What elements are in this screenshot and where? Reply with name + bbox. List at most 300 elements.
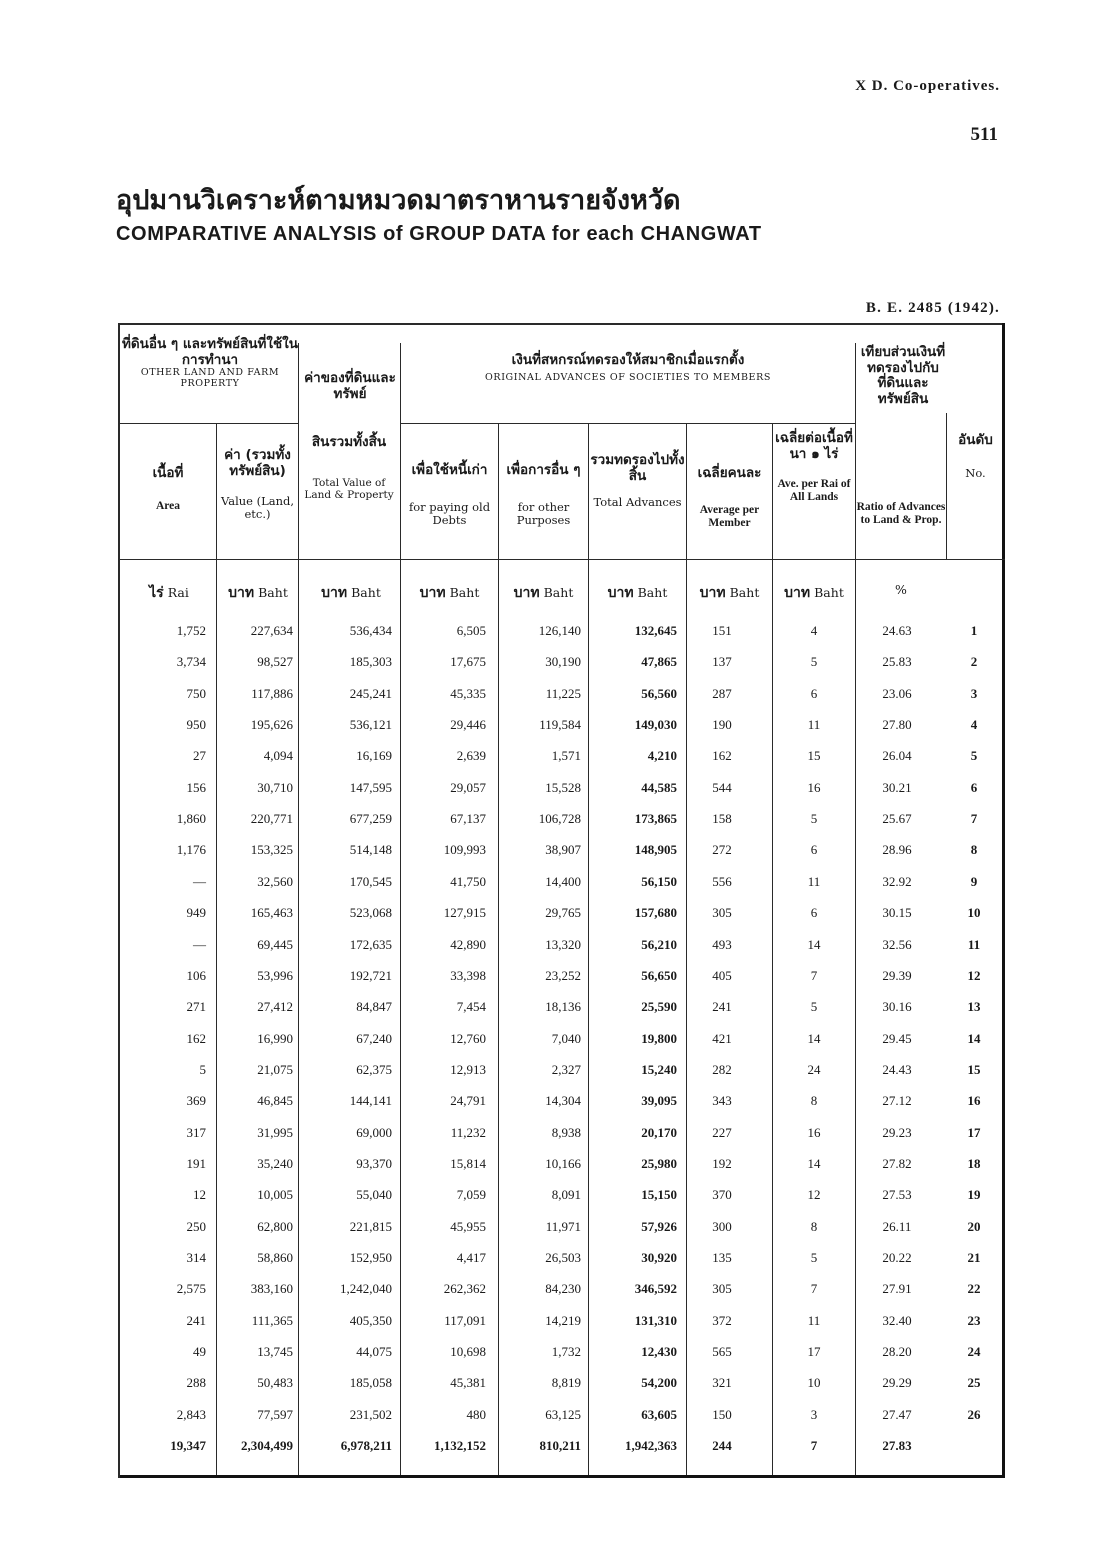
cell-average-rai: 4 xyxy=(810,623,818,638)
cell-total-value: 536,434 xyxy=(349,623,392,638)
table-row xyxy=(118,623,1005,653)
cell-area: 49 xyxy=(193,1344,206,1360)
cell-number: 10 xyxy=(967,905,981,921)
cell-average-rai: 14 xyxy=(807,1155,821,1171)
cell-total-advances: 56,150 xyxy=(641,873,677,889)
cell-average-member: 158 xyxy=(712,811,732,827)
cell-value: 165,463 xyxy=(250,905,293,921)
cell-total-value: 84,847 xyxy=(356,999,392,1015)
cell-old-debts: 42,890 xyxy=(450,936,486,952)
cell-other-purposes: 14,219 xyxy=(545,1312,581,1328)
cell-average-rai: 7 xyxy=(810,1281,818,1297)
total-total-advances: 1,942,363 xyxy=(625,1438,677,1453)
cell-total-advances: 131,310 xyxy=(634,1312,677,1328)
header-original-advances: เงินที่สหกรณ์ทดรองให้สมาชิกเมื่อแรกตั้ง ORIGINAL ADVANCES OF SOCIETIES TO MEMBERS xyxy=(485,352,771,383)
column-header-total-advances: รวมทดรองไปทั้งสิ้น Total Advances xyxy=(590,452,685,510)
cell-total-value: 44,075 xyxy=(356,1344,392,1360)
cell-area: 2,843 xyxy=(176,1406,206,1422)
section-reference: X D. Co-operatives. xyxy=(855,78,1000,94)
cell-total-advances: 56,210 xyxy=(641,936,677,952)
column-rule xyxy=(946,413,947,560)
unit-baht: บาท Baht xyxy=(607,585,668,601)
table-row xyxy=(118,1219,1005,1249)
header-rule-other-land xyxy=(118,423,298,424)
cell-old-debts: 29,057 xyxy=(450,779,486,795)
cell-ratio: 32.56 xyxy=(882,936,912,952)
cell-average-member: 227 xyxy=(712,1124,732,1140)
cell-average-member: 150 xyxy=(712,1406,732,1422)
total-old-debts: 1,132,152 xyxy=(434,1438,486,1453)
cell-average-member: 137 xyxy=(712,654,732,670)
unit-baht: บาท Baht xyxy=(699,585,760,601)
cell-average-member: 556 xyxy=(712,873,732,889)
cell-area: 288 xyxy=(186,1375,206,1391)
cell-average-rai: 6 xyxy=(810,905,818,921)
cell-total-advances: 57,926 xyxy=(641,1218,677,1234)
cell-number: 2 xyxy=(970,654,978,670)
cell-other-purposes: 26,503 xyxy=(545,1250,581,1265)
cell-average-rai: 5 xyxy=(810,999,818,1015)
cell-average-member: 343 xyxy=(712,1093,732,1109)
cell-average-rai: 5 xyxy=(810,811,818,827)
cell-old-debts: 480 xyxy=(466,1406,486,1422)
table-row xyxy=(118,1375,1005,1405)
cell-total-value: 170,545 xyxy=(349,873,392,889)
cell-total-advances: 56,650 xyxy=(641,967,677,983)
cell-old-debts: 17,675 xyxy=(450,654,486,670)
cell-number: 9 xyxy=(970,873,978,889)
cell-total-value: 536,121 xyxy=(349,717,392,733)
cell-value: 35,240 xyxy=(257,1155,293,1171)
cell-total-advances: 346,592 xyxy=(634,1281,677,1297)
cell-value: 227,634 xyxy=(250,623,293,638)
cell-area: 1,860 xyxy=(176,811,206,827)
cell-other-purposes: 29,765 xyxy=(545,905,581,921)
cell-value: 58,860 xyxy=(257,1250,293,1265)
cell-ratio: 29.23 xyxy=(882,1124,912,1140)
cell-other-purposes: 7,040 xyxy=(551,1030,581,1046)
cell-other-purposes: 18,136 xyxy=(545,999,581,1015)
cell-number: 25 xyxy=(967,1375,981,1391)
cell-total-advances: 20,170 xyxy=(641,1124,677,1140)
cell-average-rai: 6 xyxy=(810,685,818,701)
cell-number: 14 xyxy=(967,1030,981,1046)
cell-value: 383,160 xyxy=(250,1281,293,1297)
cell-old-debts: 45,381 xyxy=(450,1375,486,1391)
cell-value: 53,996 xyxy=(257,967,293,983)
cell-old-debts: 2,639 xyxy=(456,748,486,764)
table-row xyxy=(118,1125,1005,1155)
cell-area: 191 xyxy=(186,1155,206,1171)
table-row xyxy=(118,1344,1005,1374)
cell-other-purposes: 106,728 xyxy=(538,811,581,827)
table-row xyxy=(118,717,1005,747)
cell-other-purposes: 63,125 xyxy=(545,1406,581,1422)
column-header-average-rai: เฉลี่ยต่อเนื้อที่นา ๑ ไร่ Ave. per Rai of All Lands xyxy=(775,430,853,504)
cell-old-debts: 15,814 xyxy=(450,1155,486,1171)
table-row xyxy=(118,905,1005,935)
table-row xyxy=(118,811,1005,841)
table-row xyxy=(118,999,1005,1029)
cell-other-purposes: 8,091 xyxy=(551,1187,581,1203)
cell-ratio: 29.45 xyxy=(882,1030,912,1046)
cell-total-value: 221,815 xyxy=(349,1218,392,1234)
cell-ratio: 28.96 xyxy=(882,842,912,858)
table-row xyxy=(118,1281,1005,1311)
cell-area: — xyxy=(193,936,206,952)
cell-average-member: 190 xyxy=(712,717,732,733)
cell-area: 5 xyxy=(199,1061,206,1077)
cell-total-advances: 44,585 xyxy=(641,779,677,795)
cell-total-value: 185,303 xyxy=(349,654,392,670)
table-row xyxy=(118,1031,1005,1061)
cell-average-rai: 5 xyxy=(810,1250,818,1265)
cell-old-debts: 29,446 xyxy=(450,717,486,733)
cell-other-purposes: 23,252 xyxy=(545,967,581,983)
cell-total-value: 152,950 xyxy=(349,1250,392,1265)
table-row xyxy=(118,654,1005,684)
cell-area: 314 xyxy=(186,1250,206,1265)
cell-total-advances: 148,905 xyxy=(634,842,677,858)
cell-other-purposes: 2,327 xyxy=(551,1061,581,1077)
cell-ratio: 29.39 xyxy=(882,967,912,983)
cell-old-debts: 24,791 xyxy=(450,1093,486,1109)
column-header-total-value: สินรวมทั้งสิ้น Total Value of Land & Property xyxy=(304,434,394,501)
cell-total-advances: 25,590 xyxy=(641,999,677,1015)
cell-ratio: 32.40 xyxy=(882,1312,912,1328)
cell-value: 111,365 xyxy=(251,1312,293,1328)
cell-average-member: 162 xyxy=(712,748,732,764)
column-header-area: เนื้อที่ Area xyxy=(152,465,184,512)
cell-total-value: 16,169 xyxy=(356,748,392,764)
table-row xyxy=(118,1313,1005,1343)
cell-area: — xyxy=(193,873,206,889)
cell-average-rai: 16 xyxy=(807,779,821,795)
cell-value: 46,845 xyxy=(257,1093,293,1109)
cell-average-member: 272 xyxy=(712,842,732,858)
cell-number: 22 xyxy=(967,1281,981,1297)
cell-area: 162 xyxy=(186,1030,206,1046)
cell-average-member: 421 xyxy=(712,1030,732,1046)
cell-area: 12 xyxy=(193,1187,206,1203)
unit-baht: บาท Baht xyxy=(321,585,381,601)
cell-number: 20 xyxy=(967,1218,981,1234)
cell-old-debts: 7,059 xyxy=(456,1187,486,1203)
cell-area: 750 xyxy=(186,685,206,701)
column-header-ratio: Ratio of Advances to Land & Prop. xyxy=(856,501,946,527)
cell-value: 31,995 xyxy=(257,1124,293,1140)
cell-total-value: 62,375 xyxy=(356,1061,392,1077)
cell-average-rai: 15 xyxy=(807,748,821,764)
table-row xyxy=(118,1062,1005,1092)
table-row xyxy=(118,874,1005,904)
cell-total-advances: 56,560 xyxy=(641,685,677,701)
table-row xyxy=(118,968,1005,998)
cell-value: 50,483 xyxy=(257,1375,293,1391)
cell-total-value: 55,040 xyxy=(356,1187,392,1203)
cell-number: 1 xyxy=(970,623,978,638)
cell-total-value: 1,242,040 xyxy=(340,1281,392,1297)
cell-average-member: 135 xyxy=(712,1250,732,1265)
cell-value: 77,597 xyxy=(257,1406,293,1422)
unit-baht: บาท Baht xyxy=(513,585,574,601)
cell-number: 24 xyxy=(967,1344,981,1360)
cell-ratio: 30.16 xyxy=(882,999,912,1015)
cell-total-value: 231,502 xyxy=(349,1406,392,1422)
cell-other-purposes: 11,225 xyxy=(545,685,581,701)
cell-average-rai: 8 xyxy=(810,1218,818,1234)
title-english: COMPARATIVE ANALYSIS of GROUP DATA for each CHANGWAT xyxy=(116,223,762,245)
cell-ratio: 30.21 xyxy=(882,779,912,795)
cell-ratio: 27.80 xyxy=(882,717,912,733)
cell-value: 21,075 xyxy=(257,1061,293,1077)
cell-number: 5 xyxy=(970,748,978,764)
cell-value: 32,560 xyxy=(257,873,293,889)
unit-baht: บาท Baht xyxy=(228,585,288,601)
cell-average-member: 282 xyxy=(712,1061,732,1077)
cell-old-debts: 109,993 xyxy=(443,842,486,858)
frame-bottom-line xyxy=(118,1475,1005,1478)
cell-average-member: 151 xyxy=(712,623,732,638)
cell-total-value: 405,350 xyxy=(349,1312,392,1328)
column-header-value: ค่า (รวมทั้งทรัพย์สิน) Value (Land, etc.) xyxy=(220,447,295,522)
cell-total-advances: 15,240 xyxy=(641,1061,677,1077)
cell-other-purposes: 14,304 xyxy=(545,1093,581,1109)
cell-other-purposes: 1,571 xyxy=(551,748,581,764)
cell-old-debts: 7,454 xyxy=(456,999,486,1015)
cell-old-debts: 117,091 xyxy=(444,1312,486,1328)
cell-old-debts: 10,698 xyxy=(450,1344,486,1360)
cell-total-advances: 157,680 xyxy=(634,905,677,921)
cell-number: 21 xyxy=(967,1250,981,1265)
cell-average-rai: 11 xyxy=(807,717,821,733)
cell-average-rai: 11 xyxy=(807,1312,821,1328)
cell-ratio: 27.12 xyxy=(882,1093,912,1109)
cell-old-debts: 12,913 xyxy=(450,1061,486,1077)
cell-ratio: 25.67 xyxy=(882,811,912,827)
cell-other-purposes: 11,971 xyxy=(545,1218,581,1234)
cell-old-debts: 67,137 xyxy=(450,811,486,827)
cell-ratio: 20.22 xyxy=(882,1250,912,1265)
column-header-other-purposes: เพื่อการอื่น ๆ for other Purposes xyxy=(506,462,581,527)
header-number-thai: อันดับ xyxy=(958,432,993,448)
cell-value: 4,094 xyxy=(263,748,293,764)
cell-other-purposes: 38,907 xyxy=(545,842,581,858)
cell-area: 950 xyxy=(186,717,206,733)
cell-old-debts: 127,915 xyxy=(443,905,486,921)
cell-number: 4 xyxy=(970,717,978,733)
cell-value: 195,626 xyxy=(250,717,293,733)
cell-average-member: 300 xyxy=(712,1218,732,1234)
cell-average-member: 405 xyxy=(712,967,732,983)
cell-other-purposes: 84,230 xyxy=(545,1281,581,1297)
cell-average-rai: 10 xyxy=(807,1375,821,1391)
cell-number: 6 xyxy=(970,779,978,795)
cell-other-purposes: 15,528 xyxy=(545,779,581,795)
cell-ratio: 26.11 xyxy=(882,1218,912,1234)
cell-total-advances: 19,800 xyxy=(641,1030,677,1046)
cell-value: 16,990 xyxy=(257,1030,293,1046)
cell-ratio: 30.15 xyxy=(882,905,912,921)
cell-average-member: 370 xyxy=(712,1187,732,1203)
cell-total-advances: 12,430 xyxy=(641,1344,677,1360)
cell-value: 153,325 xyxy=(250,842,293,858)
cell-area: 1,176 xyxy=(176,842,206,858)
header-rule-bottom xyxy=(118,559,1005,560)
cell-number: 17 xyxy=(967,1124,981,1140)
cell-area: 156 xyxy=(186,779,206,795)
table-row xyxy=(118,1093,1005,1123)
cell-old-debts: 12,760 xyxy=(450,1030,486,1046)
cell-other-purposes: 119,584 xyxy=(539,717,581,733)
cell-other-purposes: 126,140 xyxy=(538,623,581,638)
table-row xyxy=(118,1250,1005,1280)
cell-other-purposes: 8,819 xyxy=(551,1375,581,1391)
cell-average-member: 372 xyxy=(712,1312,732,1328)
cell-old-debts: 4,417 xyxy=(456,1250,486,1265)
cell-average-member: 321 xyxy=(712,1375,732,1391)
cell-ratio: 27.91 xyxy=(882,1281,912,1297)
table-row xyxy=(118,842,1005,872)
cell-ratio: 27.53 xyxy=(882,1187,912,1203)
cell-area: 2,575 xyxy=(176,1281,206,1297)
total-average-member: 244 xyxy=(712,1438,732,1453)
cell-value: 69,445 xyxy=(257,936,293,952)
cell-average-rai: 12 xyxy=(807,1187,821,1203)
cell-area: 369 xyxy=(186,1093,206,1109)
cell-old-debts: 262,362 xyxy=(443,1281,486,1297)
cell-other-purposes: 10,166 xyxy=(545,1155,581,1171)
cell-area: 949 xyxy=(186,905,206,921)
cell-ratio: 32.92 xyxy=(882,873,912,889)
cell-area: 271 xyxy=(186,999,206,1015)
cell-total-advances: 30,920 xyxy=(641,1250,677,1265)
total-other-purposes: 810,211 xyxy=(539,1438,581,1453)
cell-old-debts: 11,232 xyxy=(450,1124,486,1140)
frame-top-line xyxy=(118,323,1005,325)
cell-ratio: 28.20 xyxy=(882,1344,912,1360)
cell-total-advances: 54,200 xyxy=(641,1375,677,1391)
cell-ratio: 24.63 xyxy=(882,623,912,638)
cell-average-member: 305 xyxy=(712,1281,732,1297)
cell-average-rai: 8 xyxy=(810,1093,818,1109)
table-row xyxy=(118,937,1005,967)
cell-ratio: 27.82 xyxy=(882,1155,912,1171)
column-header-number: No. xyxy=(965,466,986,480)
cell-value: 62,800 xyxy=(257,1218,293,1234)
cell-area: 3,734 xyxy=(176,654,206,670)
cell-value: 13,745 xyxy=(257,1344,293,1360)
cell-total-advances: 4,210 xyxy=(647,748,677,764)
table-row xyxy=(118,1187,1005,1217)
cell-area: 317 xyxy=(186,1124,206,1140)
header-rule-advances xyxy=(400,423,855,424)
cell-total-advances: 63,605 xyxy=(641,1406,677,1422)
cell-total-advances: 15,150 xyxy=(641,1187,677,1203)
total-value: 2,304,499 xyxy=(241,1438,293,1453)
cell-total-advances: 39,095 xyxy=(641,1093,677,1109)
unit-baht: บาท Baht xyxy=(419,585,480,601)
cell-total-advances: 25,980 xyxy=(641,1155,677,1171)
column-header-old-debts: เพื่อใช้หนี้เก่า for paying old Debts xyxy=(408,462,491,527)
cell-number: 7 xyxy=(970,811,978,827)
cell-other-purposes: 30,190 xyxy=(545,654,581,670)
header-other-land: ที่ดินอื่น ๆ และทรัพย์สินที่ใช้ในการทำนา OTHER LAND AND FARM PROPERTY xyxy=(122,336,299,389)
table-row xyxy=(118,780,1005,810)
title-thai: อุปมานวิเคราะห์ตามหมวดมาตราหานรายจังหวัด xyxy=(116,185,681,216)
cell-value: 27,412 xyxy=(257,999,293,1015)
cell-average-rai: 5 xyxy=(810,654,818,670)
cell-ratio: 24.43 xyxy=(882,1061,912,1077)
cell-other-purposes: 14,400 xyxy=(545,873,581,889)
cell-total-advances: 173,865 xyxy=(634,811,677,827)
cell-area: 106 xyxy=(186,967,206,983)
cell-total-value: 93,370 xyxy=(356,1155,392,1171)
cell-total-value: 245,241 xyxy=(349,685,392,701)
page-number: 511 xyxy=(970,124,998,145)
cell-number: 12 xyxy=(967,967,981,983)
cell-ratio: 25.83 xyxy=(882,654,912,670)
cell-area: 250 xyxy=(186,1218,206,1234)
cell-area: 1,752 xyxy=(176,623,206,638)
cell-total-value: 523,068 xyxy=(349,905,392,921)
cell-total-value: 147,595 xyxy=(349,779,392,795)
cell-ratio: 29.29 xyxy=(882,1375,912,1391)
cell-average-rai: 14 xyxy=(807,936,821,952)
cell-total-advances: 149,030 xyxy=(634,717,677,733)
cell-total-value: 69,000 xyxy=(356,1124,392,1140)
cell-ratio: 26.04 xyxy=(882,748,912,764)
header-ratio-thai: เทียบส่วนเงินที่ทดรองไปกับที่ดินและทรัพย์สิน xyxy=(860,344,946,407)
cell-old-debts: 33,398 xyxy=(450,967,486,983)
cell-average-member: 544 xyxy=(712,779,732,795)
cell-total-advances: 47,865 xyxy=(641,654,677,670)
cell-value: 10,005 xyxy=(257,1187,293,1203)
cell-old-debts: 45,955 xyxy=(450,1218,486,1234)
unit-percent: % xyxy=(895,582,907,597)
total-total-value: 6,978,211 xyxy=(340,1438,392,1453)
table-row xyxy=(118,686,1005,716)
total-ratio: 27.83 xyxy=(882,1438,912,1453)
table-row xyxy=(118,748,1005,778)
cell-average-rai: 14 xyxy=(807,1030,821,1046)
cell-ratio: 27.47 xyxy=(882,1406,912,1422)
cell-other-purposes: 13,320 xyxy=(545,936,581,952)
cell-total-value: 185,058 xyxy=(349,1375,392,1391)
cell-total-value: 192,721 xyxy=(349,967,392,983)
cell-number: 18 xyxy=(967,1155,981,1171)
table-row xyxy=(118,1407,1005,1437)
cell-other-purposes: 1,732 xyxy=(551,1344,581,1360)
cell-value: 98,527 xyxy=(257,654,293,670)
cell-total-value: 514,148 xyxy=(349,842,392,858)
cell-other-purposes: 8,938 xyxy=(551,1124,581,1140)
cell-number: 8 xyxy=(970,842,978,858)
cell-ratio: 23.06 xyxy=(882,685,912,701)
cell-average-rai: 17 xyxy=(807,1344,821,1360)
cell-old-debts: 41,750 xyxy=(450,873,486,889)
cell-average-member: 192 xyxy=(712,1155,732,1171)
table-row xyxy=(118,1156,1005,1186)
unit-rai: ไร่ Rai xyxy=(149,585,189,601)
cell-average-rai: 11 xyxy=(807,873,821,889)
cell-old-debts: 45,335 xyxy=(450,685,486,701)
cell-total-value: 677,259 xyxy=(349,811,392,827)
cell-average-member: 287 xyxy=(712,685,732,701)
total-average-rai: 7 xyxy=(810,1438,818,1453)
cell-total-advances: 132,645 xyxy=(634,623,677,638)
unit-baht: บาท Baht xyxy=(784,585,844,601)
